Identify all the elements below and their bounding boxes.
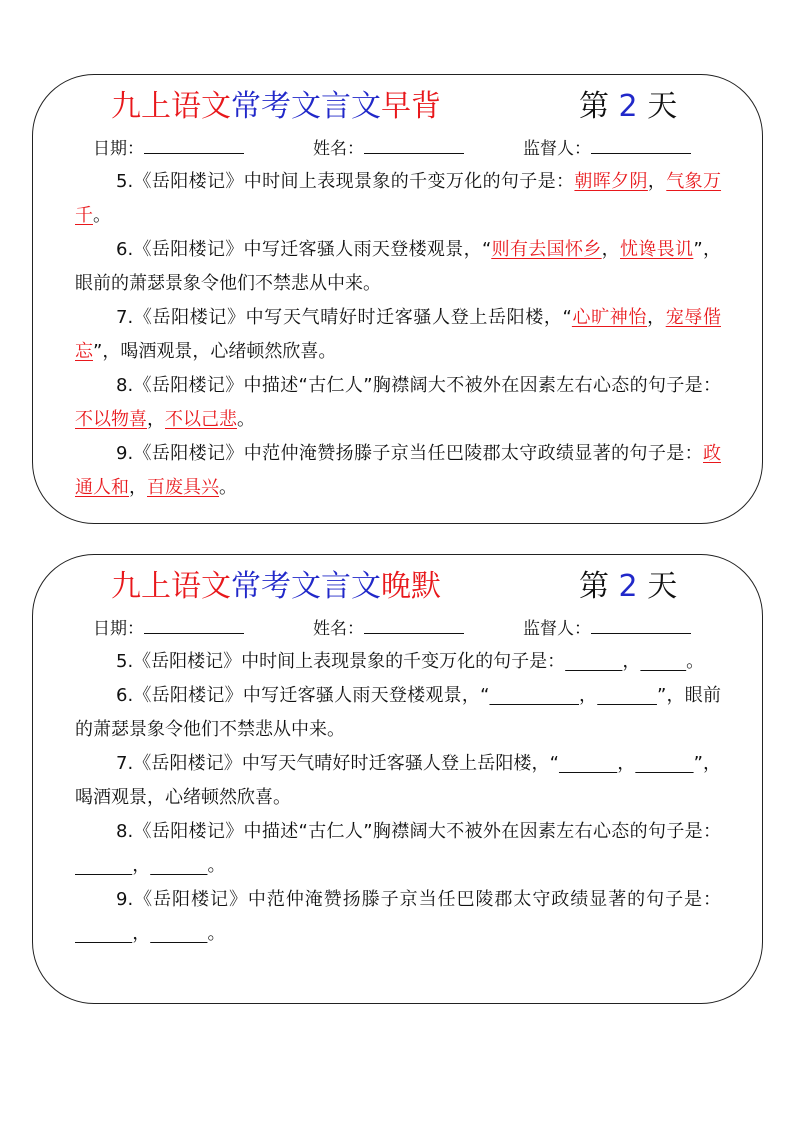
question-item xyxy=(75,679,721,747)
answer-2: 忧谗畏讥 xyxy=(620,239,694,260)
question-tail: 。 xyxy=(207,923,226,944)
title-part-session: 早背 xyxy=(381,89,441,124)
answer-2: 不以己悲 xyxy=(165,409,237,430)
question-text: 5.《岳阳楼记》中时间上表现景象的千变万化的句子是： xyxy=(116,651,566,672)
question-item xyxy=(75,165,721,233)
separator: ， xyxy=(622,651,641,672)
question-text: 7.《岳阳楼记》中写天气晴好时迁客骚人登上岳阳楼，“ xyxy=(116,307,572,328)
title-part-session: 晚默 xyxy=(381,569,441,604)
answer-blank-1[interactable] xyxy=(565,651,622,672)
answer-blank-2[interactable] xyxy=(640,651,686,672)
question-list xyxy=(75,645,721,951)
info-row xyxy=(93,135,733,161)
question-text: 5.《岳阳楼记》中时间上表现景象的千变万化的句子是： xyxy=(116,171,575,192)
date-label: 日期： xyxy=(93,619,144,639)
question-text: 8.《岳阳楼记》中描述“古仁人”胸襟阔大不被外在因素左右心态的句子是： xyxy=(116,821,721,842)
info-row xyxy=(93,615,733,641)
day-number: 2 xyxy=(618,569,638,604)
day-prefix: 第 xyxy=(579,89,609,124)
day-label xyxy=(579,563,677,611)
answer-1: 朝晖夕阴 xyxy=(574,171,648,192)
day-prefix: 第 xyxy=(579,569,609,604)
answer-blank-1[interactable] xyxy=(559,753,617,774)
answer-blank-2[interactable] xyxy=(150,923,207,944)
day-label xyxy=(579,83,677,131)
card-title xyxy=(111,83,721,131)
separator: ， xyxy=(647,171,667,192)
answer-blank-2[interactable] xyxy=(150,855,207,876)
question-tail: 。 xyxy=(686,651,705,672)
question-text: 8.《岳阳楼记》中描述“古仁人”胸襟阔大不被外在因素左右心态的句子是： xyxy=(116,375,721,396)
question-item xyxy=(75,645,721,679)
name-field xyxy=(313,135,464,162)
supervisor-field xyxy=(523,135,691,162)
date-blank[interactable] xyxy=(144,135,244,154)
day-suffix: 天 xyxy=(647,569,678,604)
question-list xyxy=(75,165,721,505)
question-tail: ”，眼前的萧瑟景象令他们不禁悲从中来。 xyxy=(75,685,722,740)
separator: ， xyxy=(147,409,165,430)
separator: ， xyxy=(132,923,151,944)
supervisor-field xyxy=(523,615,691,642)
answer-blank-1[interactable] xyxy=(75,855,132,876)
question-item xyxy=(75,437,721,505)
supervisor-label: 监督人： xyxy=(523,619,591,639)
question-tail: ”，喝酒观景，心绪顿然欣喜。 xyxy=(75,753,722,808)
separator: ， xyxy=(647,307,666,328)
question-tail: 。 xyxy=(219,477,237,498)
answer-1: 心旷神怡 xyxy=(571,307,648,328)
question-item xyxy=(75,301,721,369)
separator: ， xyxy=(129,477,147,498)
question-item xyxy=(75,233,721,301)
title-part-topic: 常考文言文 xyxy=(231,569,381,604)
answer-blank-2[interactable] xyxy=(597,685,657,706)
question-text: 9.《岳阳楼记》中范仲淹赞扬滕子京当任巴陵郡太守政绩显著的句子是： xyxy=(116,889,721,910)
question-item xyxy=(75,883,721,951)
day-suffix: 天 xyxy=(647,89,678,124)
question-tail: 。 xyxy=(93,205,111,226)
date-blank[interactable] xyxy=(144,615,244,634)
evening-card xyxy=(32,554,763,1004)
title-part-grade: 九上语文 xyxy=(111,89,231,124)
answer-blank-1[interactable] xyxy=(489,685,579,706)
title-part-grade: 九上语文 xyxy=(111,569,231,604)
question-tail: ”，喝酒观景，心绪顿然欣喜。 xyxy=(93,341,337,362)
date-field xyxy=(93,135,244,162)
answer-1: 政通人和 xyxy=(75,443,721,498)
answer-2: 百废具兴 xyxy=(147,477,219,498)
date-label: 日期： xyxy=(93,139,144,159)
supervisor-blank[interactable] xyxy=(591,615,691,634)
question-text: 9.《岳阳楼记》中范仲淹赞扬滕子京当任巴陵郡太守政绩显著的句子是： xyxy=(116,443,703,464)
question-item xyxy=(75,815,721,883)
name-label: 姓名： xyxy=(313,619,364,639)
answer-2: 气象万千 xyxy=(75,171,722,226)
separator: ， xyxy=(601,239,620,260)
separator: ， xyxy=(132,855,151,876)
answer-blank-1[interactable] xyxy=(75,923,132,944)
question-text: 7.《岳阳楼记》中写天气晴好时迁客骚人登上岳阳楼，“ xyxy=(116,753,559,774)
answer-2: 宠辱偕忘 xyxy=(75,307,721,362)
title-part-topic: 常考文言文 xyxy=(231,89,381,124)
question-text: 6.《岳阳楼记》中写迁客骚人雨天登楼观景，“ xyxy=(116,239,492,260)
answer-blank-2[interactable] xyxy=(635,753,693,774)
separator: ， xyxy=(579,685,598,706)
question-tail: ”，眼前的萧瑟景象令他们不禁悲从中来。 xyxy=(75,239,722,294)
card-title xyxy=(111,563,721,611)
date-field xyxy=(93,615,244,642)
answer-1: 则有去国怀乡 xyxy=(491,239,602,260)
morning-card xyxy=(32,74,763,524)
question-text: 6.《岳阳楼记》中写迁客骚人雨天登楼观景，“ xyxy=(116,685,490,706)
question-item xyxy=(75,369,721,437)
name-label: 姓名： xyxy=(313,139,364,159)
name-blank[interactable] xyxy=(364,135,464,154)
question-tail: 。 xyxy=(207,855,226,876)
question-item xyxy=(75,747,721,815)
answer-1: 不以物喜 xyxy=(75,409,147,430)
name-blank[interactable] xyxy=(364,615,464,634)
day-number: 2 xyxy=(618,89,638,124)
question-tail: 。 xyxy=(237,409,255,430)
supervisor-label: 监督人： xyxy=(523,139,591,159)
supervisor-blank[interactable] xyxy=(591,135,691,154)
name-field xyxy=(313,615,464,642)
separator: ， xyxy=(617,753,636,774)
